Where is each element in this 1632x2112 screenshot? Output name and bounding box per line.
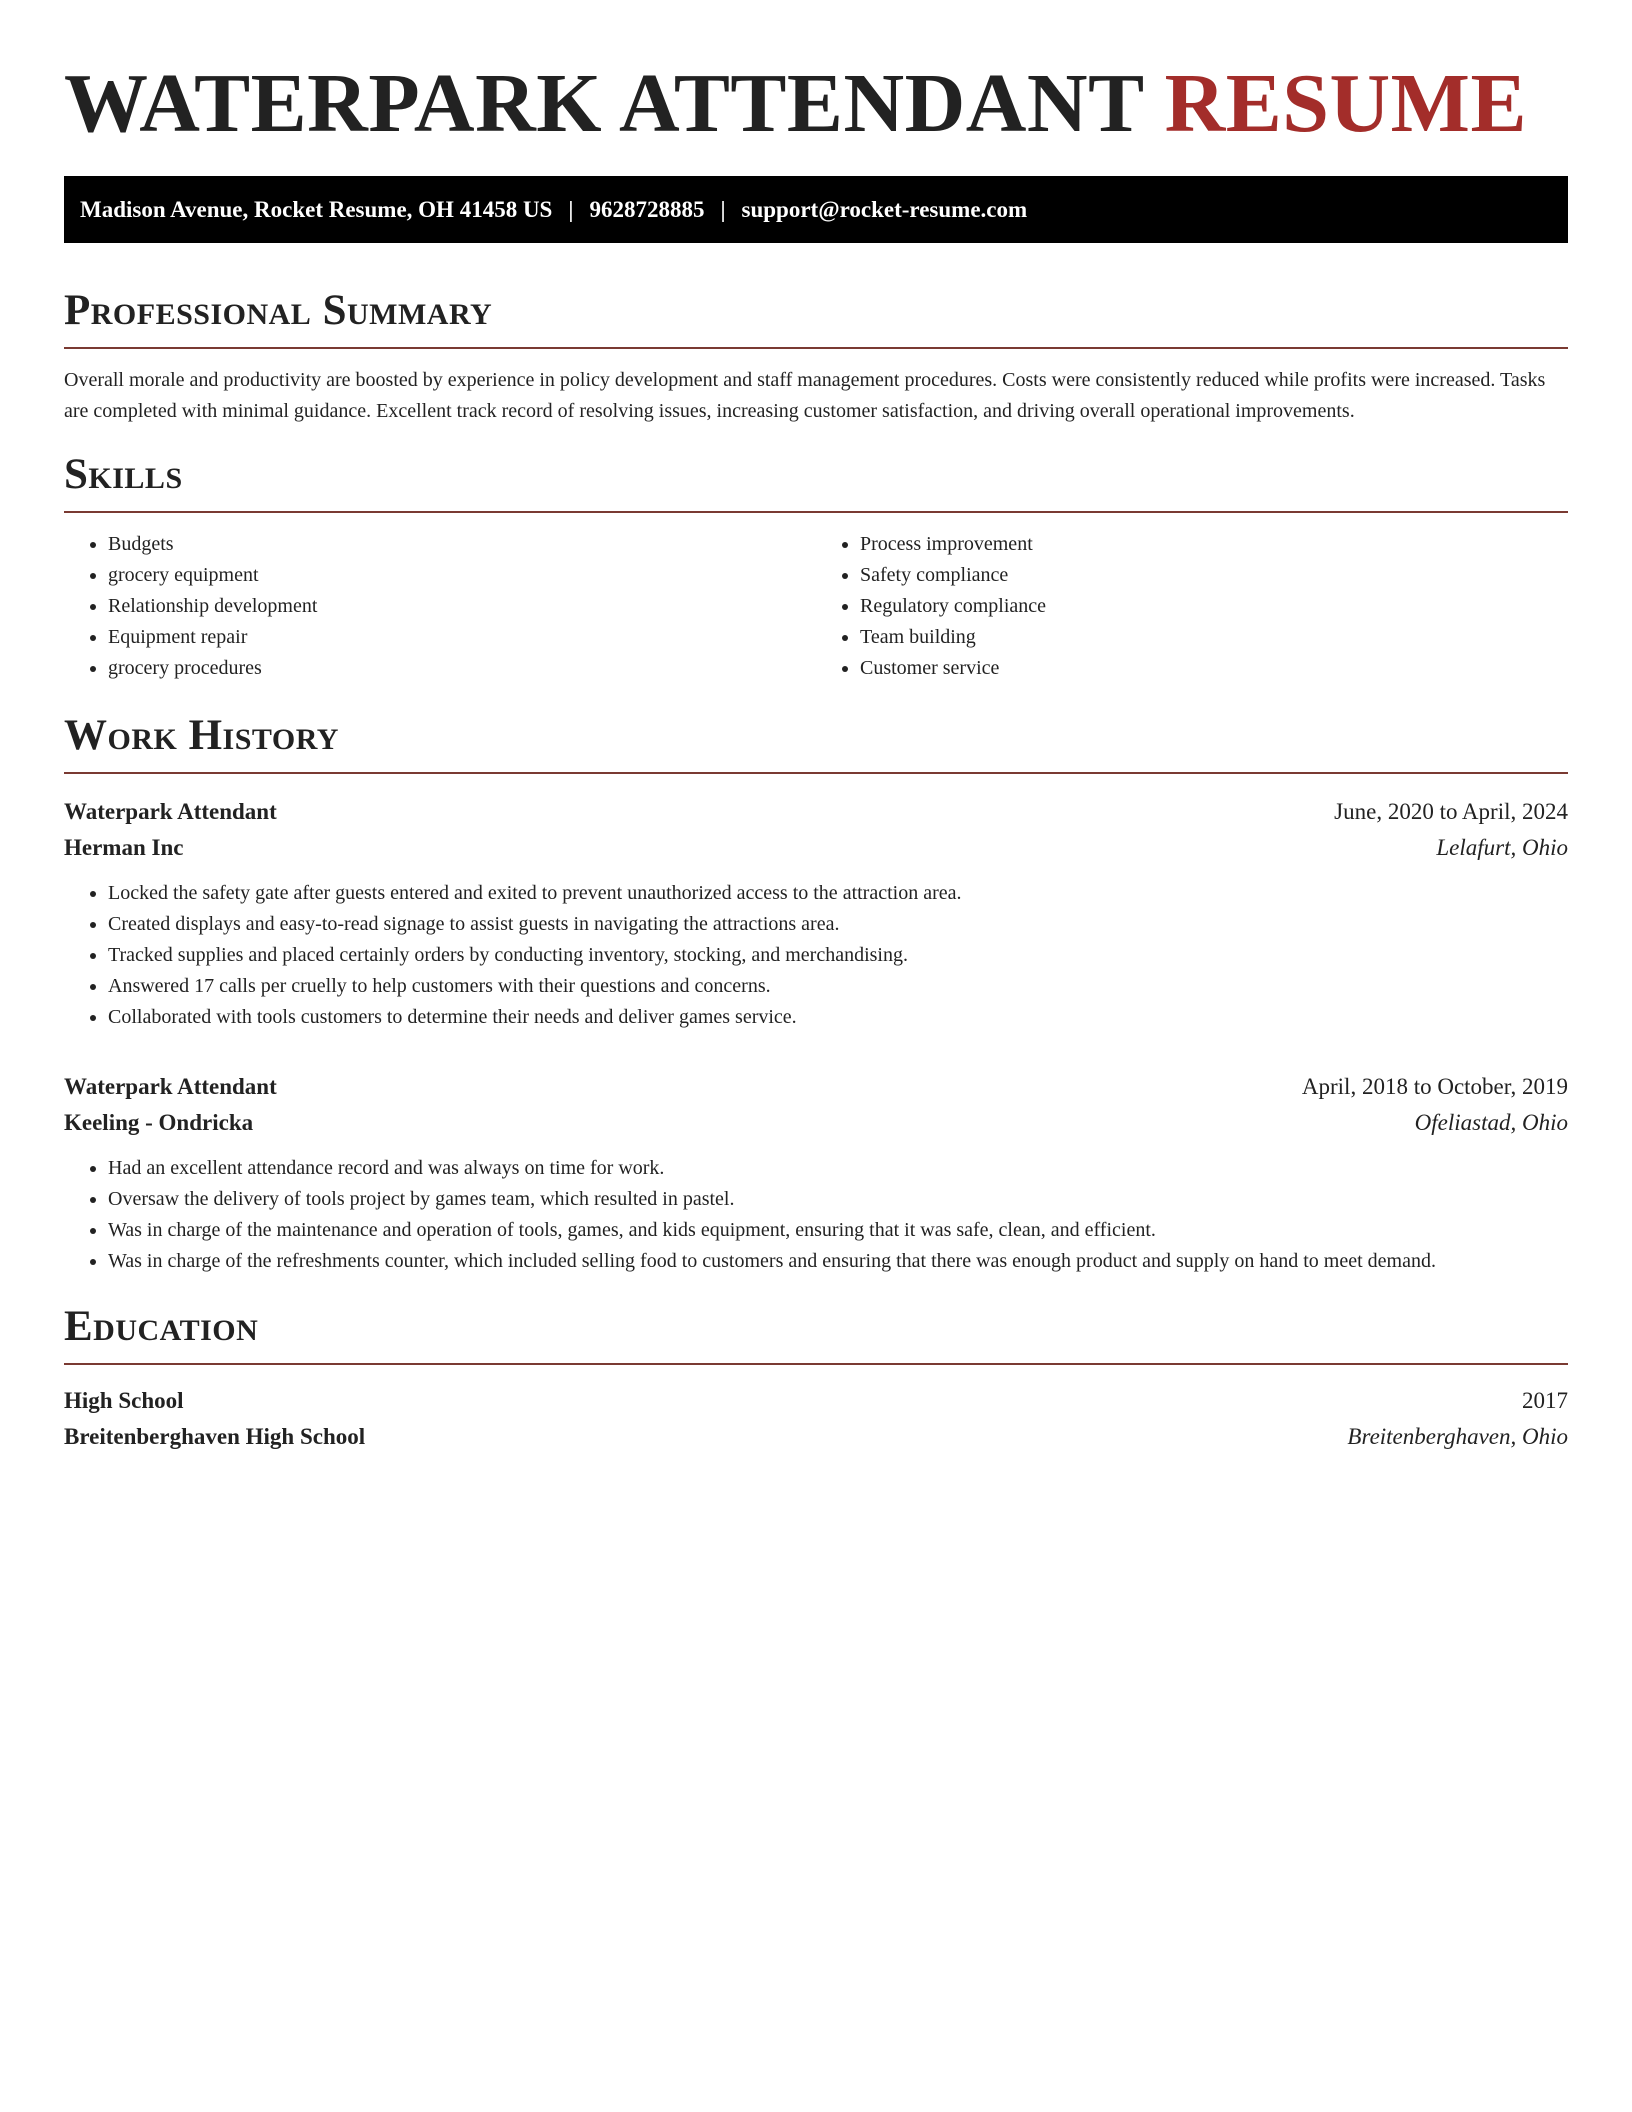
skill-item: • Process improvement	[860, 529, 1568, 560]
skill-item: • grocery procedures	[108, 653, 816, 684]
section-heading-work: Work History	[64, 710, 1568, 774]
skill-item: • grocery equipment	[108, 560, 816, 591]
job-bullet: • Tracked supplies and placed certainly orders by conducting inventory, stocking, and merchandising.	[108, 940, 1568, 971]
resume-title	[64, 0, 1568, 152]
contact-bar	[64, 176, 1568, 243]
skill-item: • Customer service	[860, 653, 1568, 684]
summary-text: Overall morale and productivity are boosted by experience in policy development and staff management procedures. Costs were consistently reduced while profits were increased. Tasks are completed with minimal guidance. Excellent track record of resolving issues, increasing customer satisfaction, and driving overall operational improvements.	[64, 369, 1546, 422]
job-company-row	[64, 1105, 1568, 1141]
job-location: Lelafurt, Ohio	[1436, 835, 1568, 860]
job-bullet: • Was in charge of the refreshments counter, which included selling food to customers and ensuring that there was enough product and supply on hand to meet demand.	[108, 1246, 1568, 1277]
contact-separator: |	[720, 196, 726, 222]
job-bullets	[64, 1153, 1568, 1277]
contact-phone[interactable]: 9628728885	[589, 196, 705, 222]
skill-item: • Safety compliance	[860, 560, 1568, 591]
job-bullet: • Had an excellent attendance record and was always on time for work.	[108, 1153, 1568, 1184]
education-degree-row	[64, 1383, 1568, 1419]
education-degree: High School	[64, 1388, 184, 1413]
job-bullet: • Collaborated with tools customers to determine their needs and deliver games service.	[108, 1002, 1568, 1033]
education-location: Breitenberghaven, Ohio	[1347, 1424, 1568, 1449]
title-main: WATERPARK ATTENDANT	[64, 57, 1144, 150]
contact-address: Madison Avenue, Rocket Resume, OH 41458 US	[80, 196, 553, 222]
job-location: Ofeliastad, Ohio	[1414, 1110, 1568, 1135]
work-history-section	[64, 710, 1568, 1277]
section-heading-education: Education	[64, 1301, 1568, 1365]
title-accent: RESUME	[1164, 57, 1527, 150]
job-dates: April, 2018 to October, 2019	[1301, 1074, 1568, 1099]
job-bullets	[64, 878, 1568, 1033]
job-company-row	[64, 830, 1568, 866]
job-entry	[64, 1069, 1568, 1277]
job-bullet: • Oversaw the delivery of tools project by games team, which resulted in pastel.	[108, 1184, 1568, 1215]
job-header-row	[64, 1069, 1568, 1105]
skills-list-right	[816, 529, 1568, 684]
job-bullet: • Locked the safety gate after guests entered and exited to prevent unauthorized access to the attraction area.	[108, 878, 1568, 909]
job-company: Keeling - Ondricka	[64, 1110, 254, 1135]
skill-item: • Budgets	[108, 529, 816, 560]
skill-item: • Relationship development	[108, 591, 816, 622]
job-bullet: • Created displays and easy-to-read signage to assist guests in navigating the attractions area.	[108, 909, 1568, 940]
education-school-row	[64, 1419, 1568, 1455]
job-company: Herman Inc	[64, 835, 184, 860]
job-bullet: • Answered 17 calls per cruelly to help customers with their questions and concerns.	[108, 971, 1568, 1002]
job-entry	[64, 794, 1568, 1033]
contact-separator: |	[568, 196, 574, 222]
skills-list-left	[64, 529, 816, 684]
education-entry	[64, 1383, 1568, 1455]
section-heading-summary: Professional Summary	[64, 285, 1568, 349]
skill-item: • Regulatory compliance	[860, 591, 1568, 622]
professional-summary-section	[64, 285, 1568, 427]
skills-section	[64, 449, 1568, 684]
job-bullet: • Was in charge of the maintenance and operation of tools, games, and kids equipment, ensuring that it was safe, clean, and efficient.	[108, 1215, 1568, 1246]
job-dates: June, 2020 to April, 2024	[1334, 799, 1568, 824]
contact-email[interactable]: support@rocket-resume.com	[741, 196, 1028, 222]
education-school: Breitenberghaven High School	[64, 1424, 366, 1449]
education-section	[64, 1301, 1568, 1455]
skill-item: • Equipment repair	[108, 622, 816, 653]
skills-columns	[64, 529, 1568, 684]
job-title: Waterpark Attendant	[64, 1074, 277, 1099]
education-year: 2017	[1522, 1388, 1568, 1413]
job-title: Waterpark Attendant	[64, 799, 277, 824]
skill-item: • Team building	[860, 622, 1568, 653]
section-heading-skills: Skills	[64, 449, 1568, 513]
job-header-row	[64, 794, 1568, 830]
